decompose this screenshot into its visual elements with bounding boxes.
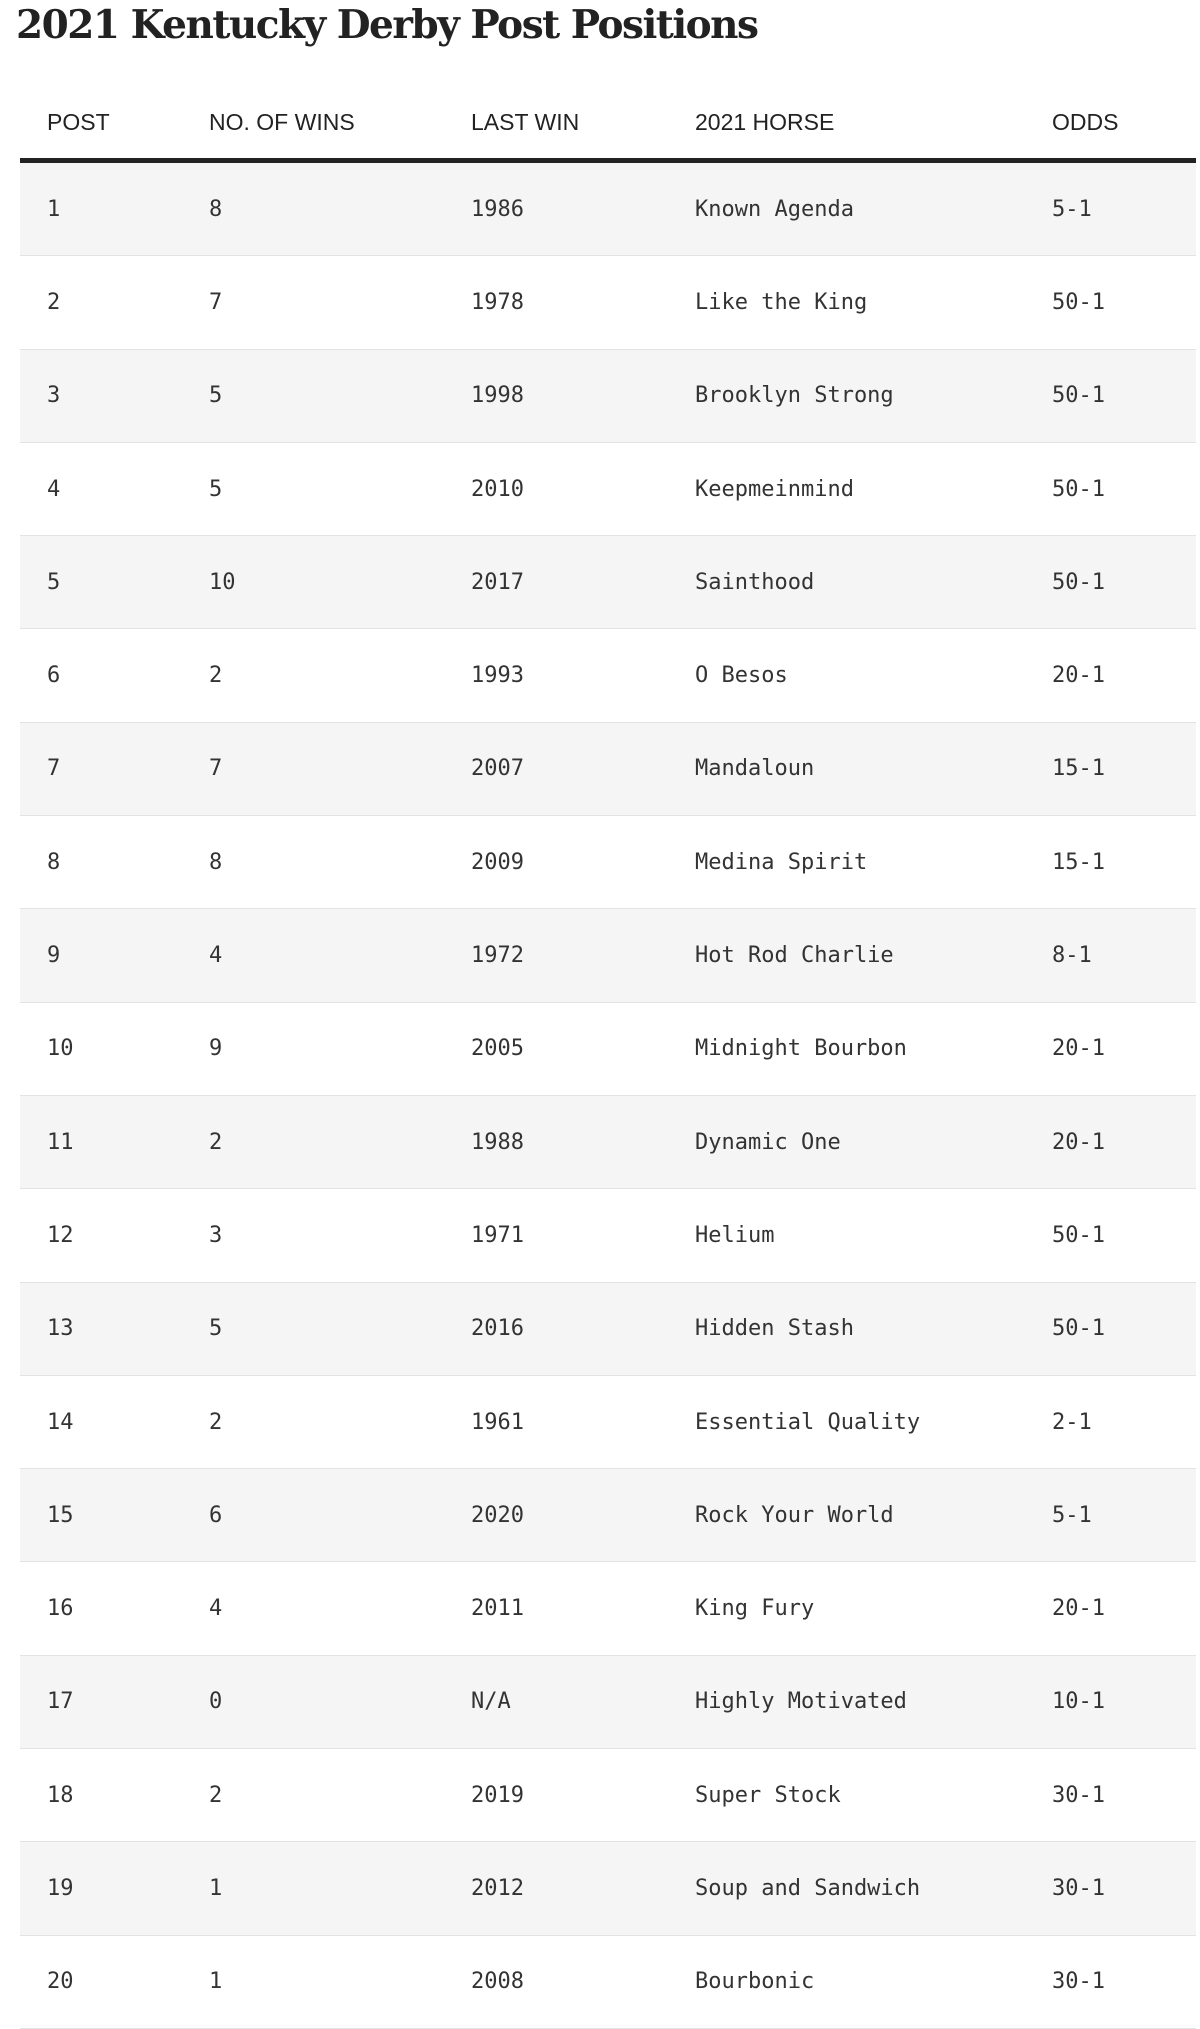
cell-odds: 50-1 [1052,536,1196,629]
cell-last-win: 1988 [471,1095,695,1188]
header-row [20,80,1196,161]
cell-wins: 8 [209,161,471,256]
cell-horse: Sainthood [695,536,1052,629]
cell-last-win: 1978 [471,256,695,349]
cell-odds: 2-1 [1052,1375,1196,1468]
cell-last-win: 2012 [471,1842,695,1935]
table-body [20,161,1196,2029]
cell-wins: 10 [209,536,471,629]
table-row [20,1469,1196,1562]
table-row [20,1282,1196,1375]
cell-last-win: 2005 [471,1002,695,1095]
page-title: 2021 Kentucky Derby Post Positions [16,2,758,48]
cell-post: 13 [20,1282,209,1375]
cell-odds: 50-1 [1052,1282,1196,1375]
cell-post: 11 [20,1095,209,1188]
table-row [20,629,1196,722]
cell-post: 14 [20,1375,209,1468]
cell-wins: 2 [209,1749,471,1842]
cell-last-win: 2010 [471,442,695,535]
cell-post: 15 [20,1469,209,1562]
cell-odds: 50-1 [1052,442,1196,535]
header-horse: 2021 HORSE [695,80,1052,161]
table-row [20,722,1196,815]
table-header [20,80,1196,161]
cell-last-win: 2007 [471,722,695,815]
cell-last-win: 1998 [471,349,695,442]
cell-post: 4 [20,442,209,535]
cell-last-win: 1993 [471,629,695,722]
table-row [20,1002,1196,1095]
cell-post: 20 [20,1935,209,2028]
cell-odds: 5-1 [1052,1469,1196,1562]
cell-wins: 2 [209,1375,471,1468]
cell-post: 10 [20,1002,209,1095]
header-post: POST [20,80,209,161]
cell-horse: King Fury [695,1562,1052,1655]
cell-horse: O Besos [695,629,1052,722]
cell-horse: Keepmeinmind [695,442,1052,535]
cell-horse: Mandaloun [695,722,1052,815]
cell-post: 18 [20,1749,209,1842]
cell-last-win: 2019 [471,1749,695,1842]
cell-post: 8 [20,816,209,909]
cell-wins: 3 [209,1189,471,1282]
cell-odds: 8-1 [1052,909,1196,1002]
cell-wins: 5 [209,349,471,442]
table-row [20,816,1196,909]
cell-horse: Dynamic One [695,1095,1052,1188]
cell-last-win: N/A [471,1655,695,1748]
header-last-win: LAST WIN [471,80,695,161]
table-row [20,256,1196,349]
table-row [20,1562,1196,1655]
cell-last-win: 1972 [471,909,695,1002]
cell-wins: 5 [209,442,471,535]
header-wins: NO. OF WINS [209,80,471,161]
cell-last-win: 2020 [471,1469,695,1562]
cell-wins: 0 [209,1655,471,1748]
table-row [20,1189,1196,1282]
table-row [20,1375,1196,1468]
cell-odds: 15-1 [1052,816,1196,909]
cell-horse: Essential Quality [695,1375,1052,1468]
post-positions-table-container [20,80,1196,2029]
cell-odds: 30-1 [1052,1842,1196,1935]
table-row [20,1749,1196,1842]
cell-odds: 50-1 [1052,1189,1196,1282]
table-row [20,1935,1196,2028]
cell-post: 6 [20,629,209,722]
cell-wins: 7 [209,256,471,349]
cell-last-win: 2017 [471,536,695,629]
cell-odds: 20-1 [1052,1562,1196,1655]
cell-horse: Rock Your World [695,1469,1052,1562]
cell-wins: 7 [209,722,471,815]
cell-post: 12 [20,1189,209,1282]
cell-post: 5 [20,536,209,629]
cell-post: 19 [20,1842,209,1935]
cell-wins: 8 [209,816,471,909]
cell-wins: 4 [209,909,471,1002]
cell-horse: Super Stock [695,1749,1052,1842]
cell-odds: 30-1 [1052,1749,1196,1842]
cell-horse: Helium [695,1189,1052,1282]
cell-wins: 4 [209,1562,471,1655]
cell-post: 2 [20,256,209,349]
cell-odds: 10-1 [1052,1655,1196,1748]
cell-horse: Soup and Sandwich [695,1842,1052,1935]
cell-odds: 5-1 [1052,161,1196,256]
cell-horse: Medina Spirit [695,816,1052,909]
cell-last-win: 1986 [471,161,695,256]
cell-wins: 2 [209,629,471,722]
cell-wins: 1 [209,1842,471,1935]
cell-post: 9 [20,909,209,1002]
table-row [20,161,1196,256]
table-row [20,1095,1196,1188]
cell-horse: Hidden Stash [695,1282,1052,1375]
cell-last-win: 1971 [471,1189,695,1282]
cell-horse: Highly Motivated [695,1655,1052,1748]
cell-post: 17 [20,1655,209,1748]
cell-odds: 20-1 [1052,629,1196,722]
table-row [20,1655,1196,1748]
cell-odds: 50-1 [1052,256,1196,349]
cell-post: 3 [20,349,209,442]
cell-odds: 15-1 [1052,722,1196,815]
cell-wins: 2 [209,1095,471,1188]
cell-odds: 20-1 [1052,1002,1196,1095]
cell-horse: Brooklyn Strong [695,349,1052,442]
table-row [20,349,1196,442]
cell-wins: 9 [209,1002,471,1095]
cell-post: 1 [20,161,209,256]
cell-odds: 20-1 [1052,1095,1196,1188]
table-row [20,536,1196,629]
cell-wins: 1 [209,1935,471,2028]
cell-horse: Like the King [695,256,1052,349]
header-odds: ODDS [1052,80,1196,161]
cell-horse: Bourbonic [695,1935,1052,2028]
cell-post: 7 [20,722,209,815]
cell-last-win: 2016 [471,1282,695,1375]
cell-last-win: 1961 [471,1375,695,1468]
cell-odds: 30-1 [1052,1935,1196,2028]
cell-odds: 50-1 [1052,349,1196,442]
cell-last-win: 2009 [471,816,695,909]
table-row [20,909,1196,1002]
cell-wins: 6 [209,1469,471,1562]
cell-last-win: 2008 [471,1935,695,2028]
cell-last-win: 2011 [471,1562,695,1655]
cell-wins: 5 [209,1282,471,1375]
cell-horse: Hot Rod Charlie [695,909,1052,1002]
cell-horse: Midnight Bourbon [695,1002,1052,1095]
table-row [20,1842,1196,1935]
cell-post: 16 [20,1562,209,1655]
cell-horse: Known Agenda [695,161,1052,256]
table-row [20,442,1196,535]
post-positions-table [20,80,1196,2029]
